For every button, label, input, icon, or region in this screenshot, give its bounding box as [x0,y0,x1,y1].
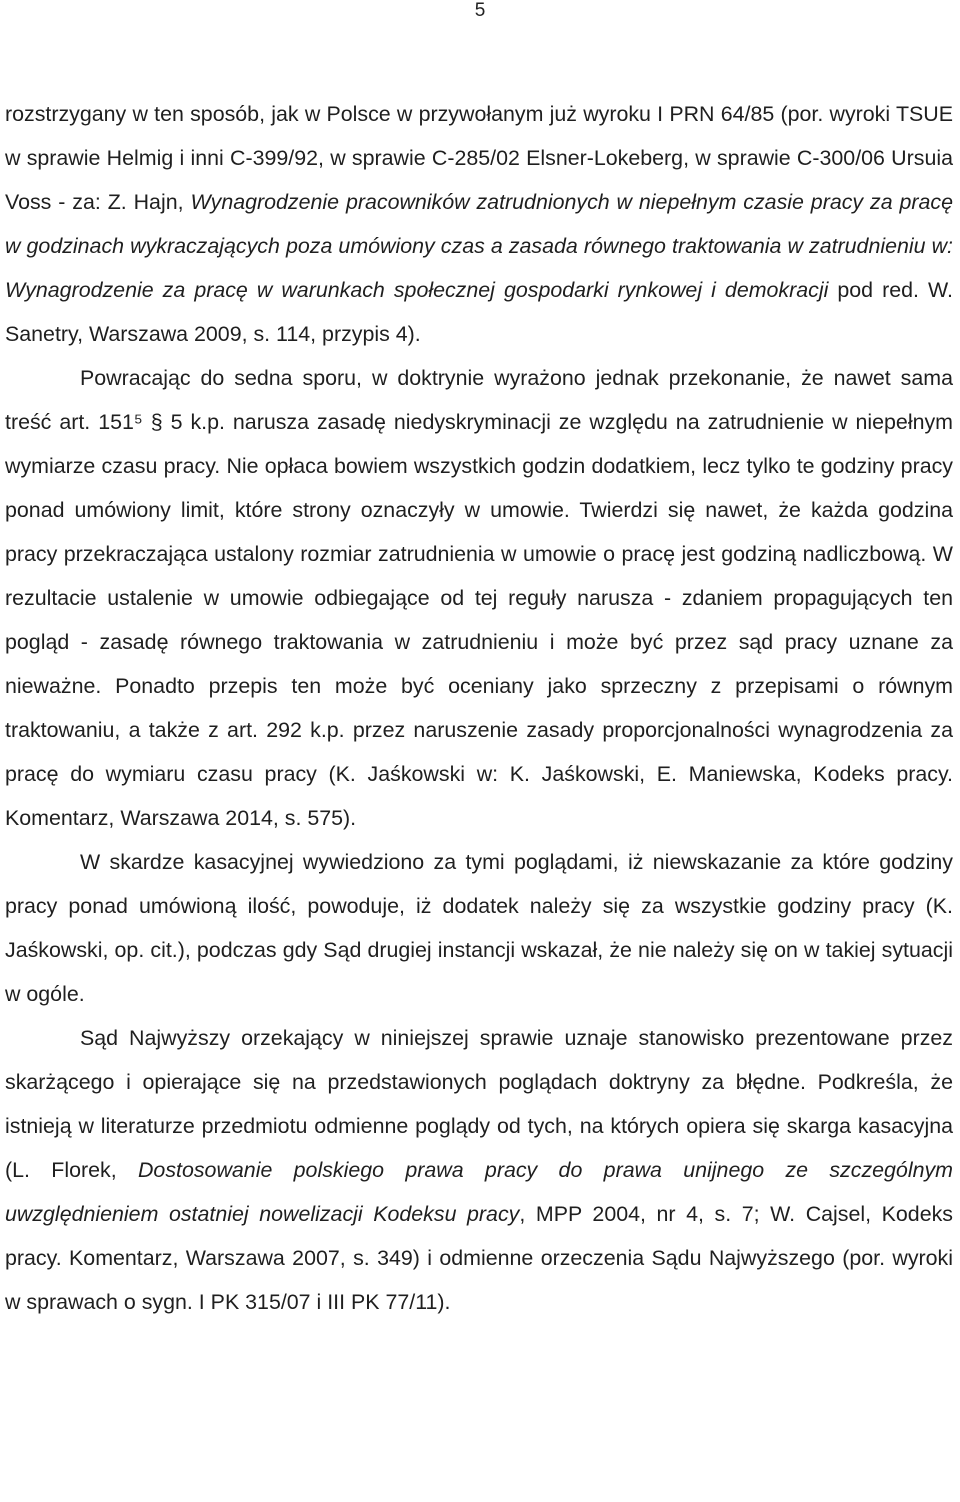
paragraph-4-italic-title: Dostosowanie polskiego prawa pracy do prawa unijnego ze szczególnym uwzględnieniem ostatniej nowelizacji Kodeksu pracy [5,1158,953,1226]
paragraph-1-text-a: rozstrzygany w ten sposób, jak w Polsce w przywołanym już wyroku I PRN 64/85 (por. wyroki TSUE w sprawie Helmig i inni C-399/92, w sprawie C-285/02 Elsner-Lokeberg, w sprawie C-300/06 Ursuia Voss - za: Z. Hajn, [5,102,953,214]
paragraph-4-text-b: , MPP 2004, nr 4, s. 7; W. Cajsel, Kodeks pracy. Komentarz, Warszawa 2007, s. 349) i odmienne orzeczenia Sądu Najwyższego (por. wyroki w sprawach o sygn. I PK 315/07 i III PK 77/11). [5,1202,953,1314]
paragraph-4 [5,1016,953,1324]
paragraph-2: Powracając do sedna sporu, w doktrynie wyrażono jednak przekonanie, że nawet sama treść art. 151⁵ § 5 k.p. narusza zasadę niedyskryminacji ze względu na zatrudnienie w niepełnym wymiarze czasu pracy. Nie opłaca bowiem wszystkich godzin dodatkiem, lecz tylko te godziny pracy ponad umówiony limit, które strony oznaczyły w umowie. Twierdzi się nawet, że każda godzina pracy przekraczająca ustalony rozmiar zatrudnienia w umowie o pracę jest godziną nadliczbową. W rezultacie ustalenie w umowie odbiegające od tej reguły narusza - zdaniem propagujących ten pogląd - zasadę równego traktowania w zatrudnieniu i może być przez sąd pracy uznane za nieważne. Ponadto przepis ten może być oceniany jako sprzeczny z przepisami o równym traktowaniu, a także z art. 292 k.p. przez naruszenie zasady proporcjonalności wynagrodzenia za pracę do wymiaru czasu pracy (K. Jaśkowski w: K. Jaśkowski, E. Maniewska, Kodeks pracy. Komentarz, Warszawa 2014, s. 575). [5,366,953,830]
paragraph-1-italic-title: Wynagrodzenie pracowników zatrudnionych w niepełnym czasie pracy za pracę w godzinach wykraczających poza umówiony czas a zasada równego traktowania w zatrudnieniu w: Wynagrodzenie za pracę w warunkach społecznej gospodarki rynkowej i demokracji [5,190,953,302]
paragraph-1-text-b: pod red. W. Sanetry, Warszawa 2009, s. 114, przypis 4). [5,278,953,346]
document-body [5,92,953,1324]
paragraph-4-text-a: Sąd Najwyższy orzekający w niniejszej sprawie uznaje stanowisko prezentowane przez skarżącego i opierające się na przedstawionych poglądach doktryny za błędne. Podkreśla, że istnieją w literaturze przedmiotu odmienne poglądy od tych, na których opiera się skarga kasacyjna (L. Florek, [5,1026,953,1182]
paragraph-3: W skardze kasacyjnej wywiedziono za tymi poglądami, iż niewskazanie za które godziny pracy ponad umówioną ilość, powoduje, iż dodatek należy się za wszystkie godziny pracy (K. Jaśkowski, op. cit.), podczas gdy Sąd drugiej instancji wskazał, że nie należy się on w takiej sytuacji w ogóle. [5,850,953,1006]
paragraph-1 [5,92,953,356]
page-number: 5 [474,0,486,21]
